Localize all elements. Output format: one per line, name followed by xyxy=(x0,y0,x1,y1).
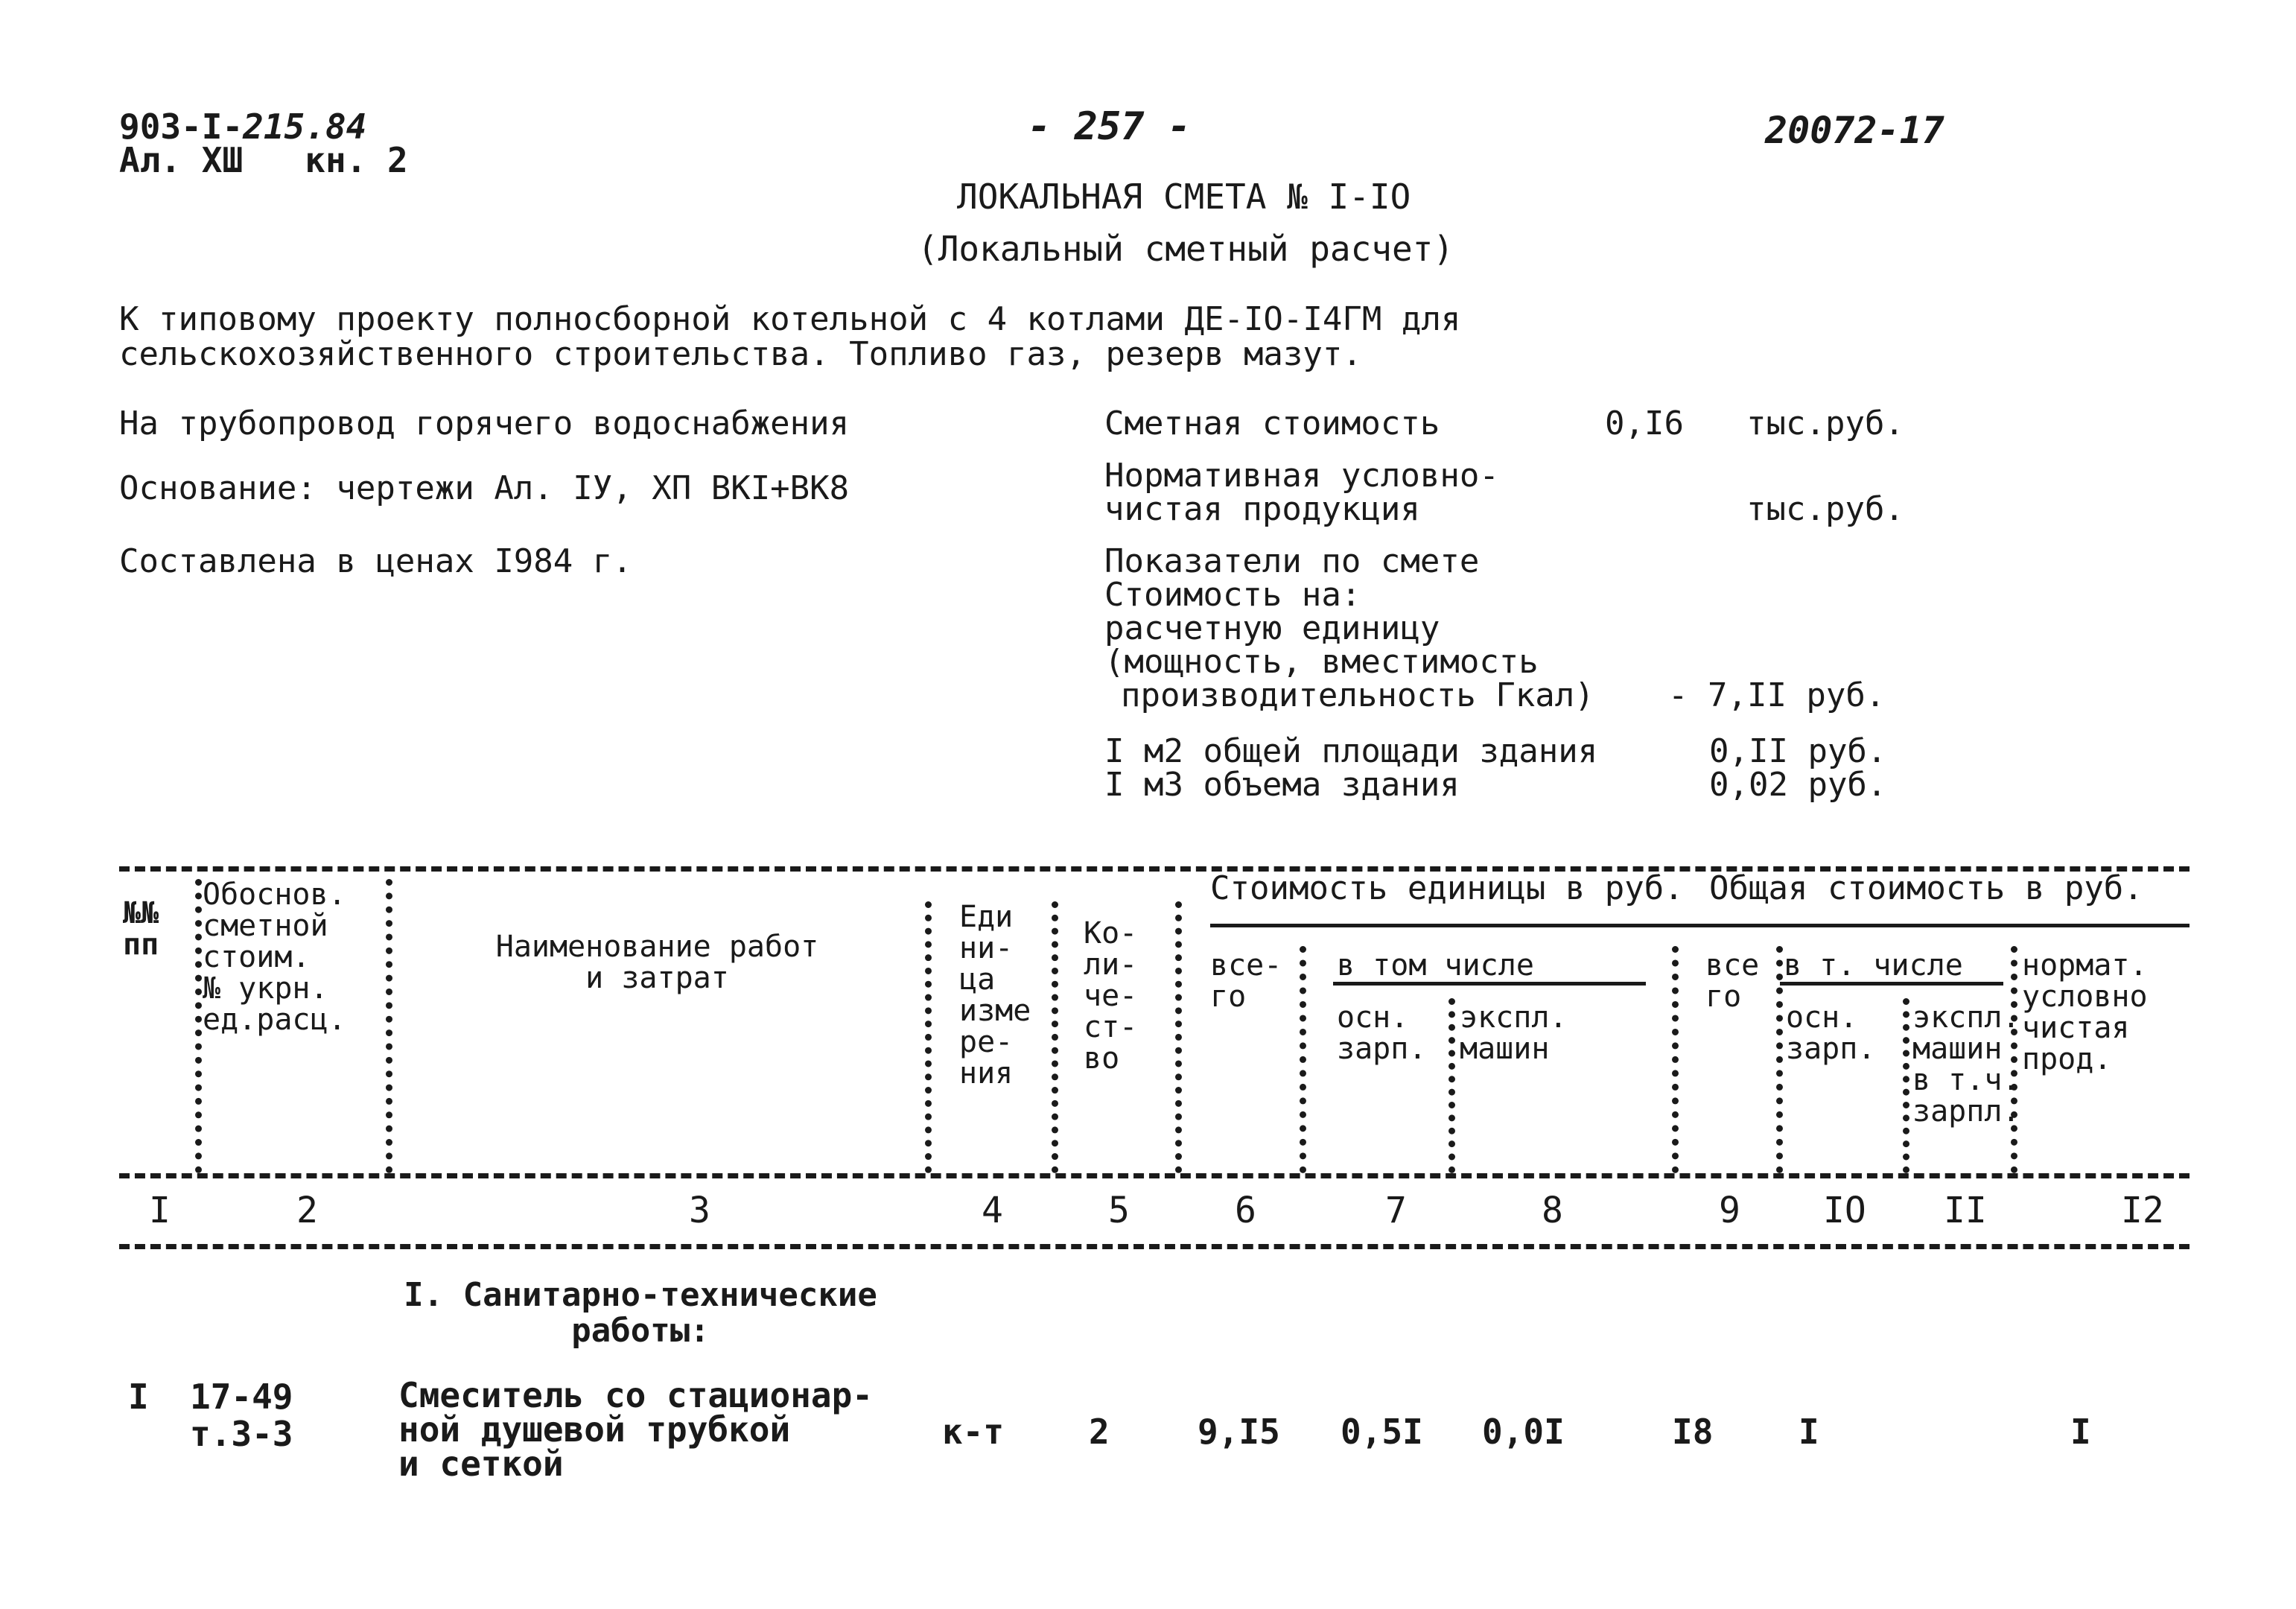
price-level: Составлена в ценах I984 г. xyxy=(119,542,632,580)
row-basis: 17-49 т.3-3 xyxy=(190,1377,293,1454)
col-num-6: 6 xyxy=(1235,1190,1256,1231)
col-sep-7 xyxy=(1448,998,1455,1173)
cost-per-label: Стоимость на: xyxy=(1104,576,1361,614)
section-title: I. Санитарно-технические работы: xyxy=(404,1276,877,1350)
col-sep-5 xyxy=(1175,901,1182,1173)
header-total-sum: все го xyxy=(1705,948,1760,1014)
cost-group-rule xyxy=(1210,924,2190,927)
row-total-wage: I xyxy=(1799,1412,1819,1452)
area-indicator-value: 0,II руб. xyxy=(1709,732,1887,770)
row-normative: I xyxy=(2070,1412,2091,1452)
row-number: I xyxy=(128,1377,149,1417)
header-unit-machines: экспл. машин xyxy=(1460,1000,1568,1066)
header-unit-total: все- го xyxy=(1210,948,1282,1014)
col-num-2: 2 xyxy=(296,1190,318,1231)
col-num-3: 3 xyxy=(689,1190,710,1231)
header-unit-cost: Стоимость единицы в руб. xyxy=(1210,869,1684,907)
estimated-cost-value: 0,I6 xyxy=(1605,404,1684,442)
project-code-prefix: 903-I- xyxy=(119,107,244,147)
header-unit-wage: осн. зарп. xyxy=(1337,1000,1427,1066)
header-total-cost: Общая стоимость в руб. xyxy=(1709,869,2143,907)
productivity-label: производительность Гкал) xyxy=(1121,676,1594,714)
header-normative: нормат. условно чистая прод. xyxy=(2022,948,2148,1076)
project-description-1: К типовому проекту полносборной котельной с 4 котлами ДЕ-IO-I4ГМ для xyxy=(119,300,1461,338)
col-sep-2 xyxy=(386,879,392,1173)
header-row-number: №№ пп xyxy=(123,896,159,962)
album-book xyxy=(119,142,408,179)
col-num-11: II xyxy=(1944,1190,1987,1231)
col-sep-3 xyxy=(925,901,932,1173)
col-sep-1 xyxy=(195,879,202,1173)
table-header-bottom-rule xyxy=(119,1173,2190,1178)
col-num-4: 4 xyxy=(982,1190,1003,1231)
basis-drawings: Основание: чертежи Ал. IУ, ХП ВКI+ВК8 xyxy=(119,469,850,507)
col-sep-10 xyxy=(1903,998,1909,1173)
project-description-2: сельскохозяйственного строительства. Топливо газ, резерв мазут. xyxy=(119,335,1362,373)
book-label: кн. 2 xyxy=(305,140,408,180)
row-unit-total: 9,I5 xyxy=(1198,1412,1280,1452)
col-sep-9 xyxy=(1776,946,1783,1173)
row-unit: к-т xyxy=(942,1412,1005,1452)
col-num-8: 8 xyxy=(1542,1190,1563,1231)
volume-indicator-label: I м3 объема здания xyxy=(1104,766,1460,804)
volume-indicator-value: 0,02 руб. xyxy=(1709,766,1887,804)
col-num-5: 5 xyxy=(1108,1190,1130,1231)
normative-label-1: Нормативная условно- xyxy=(1104,457,1499,495)
estimate-title: ЛОКАЛЬНАЯ СМЕТА № I-IO xyxy=(957,177,1411,217)
header-unit: Еди ни- ца изме ре- ния xyxy=(959,900,1031,1091)
header-basis: Обоснов. сметной стоим. № укрн. ед.расц. xyxy=(203,878,346,1037)
project-code-handwritten: 215.84 xyxy=(243,107,367,147)
header-work-name: Наименование работ и затрат xyxy=(495,930,819,995)
col-sep-4 xyxy=(1052,901,1058,1173)
col-num-7: 7 xyxy=(1385,1190,1407,1231)
indicators-label: Показатели по смете xyxy=(1104,542,1480,580)
row-unit-wage: 0,5I xyxy=(1341,1412,1423,1452)
row-work-name: Смеситель со стационар- ной душевой трубкой и сеткой xyxy=(398,1375,873,1484)
normative-unit: тыс.руб. xyxy=(1746,490,1904,528)
col-num-1: I xyxy=(149,1190,171,1231)
album-label: Ал. ХШ xyxy=(119,140,244,180)
header-incl-total: в т. числе xyxy=(1784,948,1963,983)
page-number: - 257 - xyxy=(1028,104,1192,149)
col-num-10: IO xyxy=(1823,1190,1866,1231)
header-total-wage: осн. зарп. xyxy=(1786,1000,1876,1066)
col-sep-8 xyxy=(1672,946,1679,1173)
estimated-cost-unit: тыс.руб. xyxy=(1746,404,1904,442)
header-total-machines: экспл. машин в т.ч. зарпл. xyxy=(1912,1000,2020,1129)
col-num-12: I2 xyxy=(2121,1190,2164,1231)
header-incl-unit: в том числе xyxy=(1337,948,1534,983)
col-sep-6 xyxy=(1300,946,1306,1173)
normative-label-2: чистая продукция xyxy=(1104,490,1420,528)
row-quantity: 2 xyxy=(1089,1412,1110,1452)
header-quantity: Ко- ли- че- ст- во xyxy=(1084,916,1138,1076)
productivity-value: - 7,II руб. xyxy=(1668,676,1886,714)
document-number: 20072-17 xyxy=(1765,109,1944,152)
estimated-cost-label: Сметная стоимость xyxy=(1104,404,1440,442)
object-name: На трубопровод горячего водоснабжения xyxy=(119,404,850,442)
estimate-subtitle: (Локальный сметный расчет) xyxy=(918,229,1454,269)
table-numbers-bottom-rule xyxy=(119,1244,2190,1249)
col-num-9: 9 xyxy=(1719,1190,1740,1231)
row-total: I8 xyxy=(1672,1412,1714,1452)
calc-unit-label: расчетную единицу xyxy=(1104,609,1440,647)
row-unit-machines: 0,0I xyxy=(1482,1412,1565,1452)
capacity-label: (мощность, вместимость xyxy=(1104,643,1539,681)
area-indicator-label: I м2 общей площади здания xyxy=(1104,732,1598,770)
